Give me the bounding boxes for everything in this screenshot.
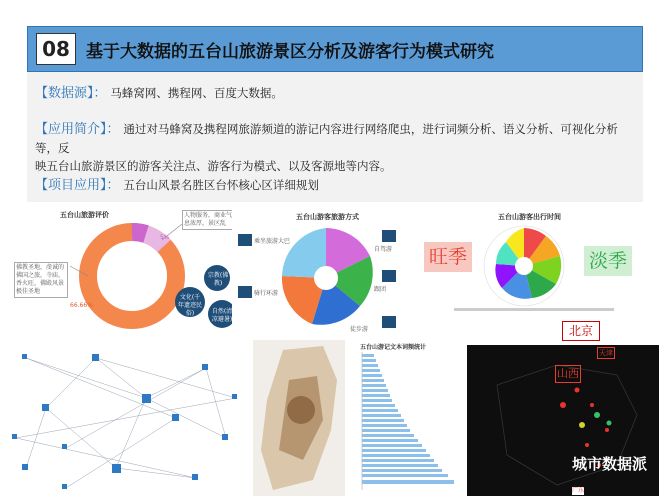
callout-left: 佛教圣地，虔诚的佛国之旅，寺庙，香火旺，佛殿风景极佳圣地 — [14, 262, 68, 298]
callout-right: 人物服务，商业气息浓厚，景区乱 — [182, 210, 237, 230]
title-bar — [27, 26, 643, 72]
city-label-guangdong: 广东 — [572, 487, 585, 494]
word-frequency-panel — [346, 340, 458, 496]
travel-time-title: 五台山游客出行时间 — [498, 213, 561, 221]
word-cloud-panel — [253, 340, 345, 496]
intro-text-2: 映五台山旅游景区的游客关注点、游客行为模式、以及客源地等内容。 — [35, 159, 392, 173]
watermark: 城市数据派 — [571, 455, 647, 473]
donut-ring-magenta — [132, 232, 146, 234]
source-label: 【数据源】： — [35, 86, 107, 101]
mode-hiking: 徒步游 — [350, 326, 369, 333]
peak-season-badge: 旺季 — [424, 242, 472, 272]
word-frequency-bars — [346, 340, 458, 496]
info-box — [27, 72, 643, 202]
bubble-nature: 自然(清凉避暑) — [211, 308, 233, 323]
mode-cycling: 骑行环游 — [254, 290, 279, 297]
city-label-shanxi: 山西 — [555, 365, 581, 383]
intro-text-1: 通过对马蜂窝及携程网旅游频道的游记内容进行网络爬虫，进行词频分析、语义分析、可视化分析等，反 — [35, 122, 618, 155]
bubble-culture: 文化(千年遗迹民俗) — [177, 294, 202, 317]
source-text: 马蜂窝网、携程网、百度大数据。 — [110, 86, 283, 100]
mode-bus: 乘坐旅游大巴 — [254, 238, 291, 245]
travel-mode-title: 五台山游客旅游方式 — [296, 213, 359, 221]
intro-row — [35, 120, 639, 175]
evaluation-title: 五台山旅游评价 — [60, 211, 109, 219]
bubble-religion: 宗教(佛教) — [207, 272, 229, 287]
off-season-badge: 淡季 — [584, 246, 632, 276]
pct-a: 5% — [160, 234, 170, 241]
evaluation-panel — [12, 206, 247, 338]
travel-mode-panel — [232, 206, 407, 338]
word-cloud-shape — [253, 340, 345, 496]
word-frequency-title: 五台山游记文本词频统计 — [360, 344, 427, 351]
pct-b: 66.66% — [70, 302, 93, 309]
source-row — [35, 84, 283, 103]
origin-map-panel — [467, 324, 659, 496]
travel-mode-pie — [232, 206, 407, 338]
network-graph — [6, 338, 251, 496]
travel-time-panel — [414, 206, 657, 318]
network-graph-panel — [6, 338, 251, 496]
mode-tour-group: 跟团 — [374, 286, 387, 293]
app-text: 五台山风景名胜区台怀核心区详细规划 — [123, 178, 319, 192]
app-label: 【项目应用】： — [35, 178, 120, 193]
mode-self-drive: 自驾游 — [374, 246, 393, 253]
city-label-tianjin: 天津 — [599, 349, 613, 357]
app-row — [35, 176, 319, 195]
intro-label: 【应用简介】： — [35, 122, 120, 137]
page-title: 基于大数据的五台山旅游景区分析及游客行为模式研究 — [86, 42, 494, 62]
section-number: 08 — [36, 33, 76, 65]
city-label-beijing: 北京 — [562, 321, 600, 341]
